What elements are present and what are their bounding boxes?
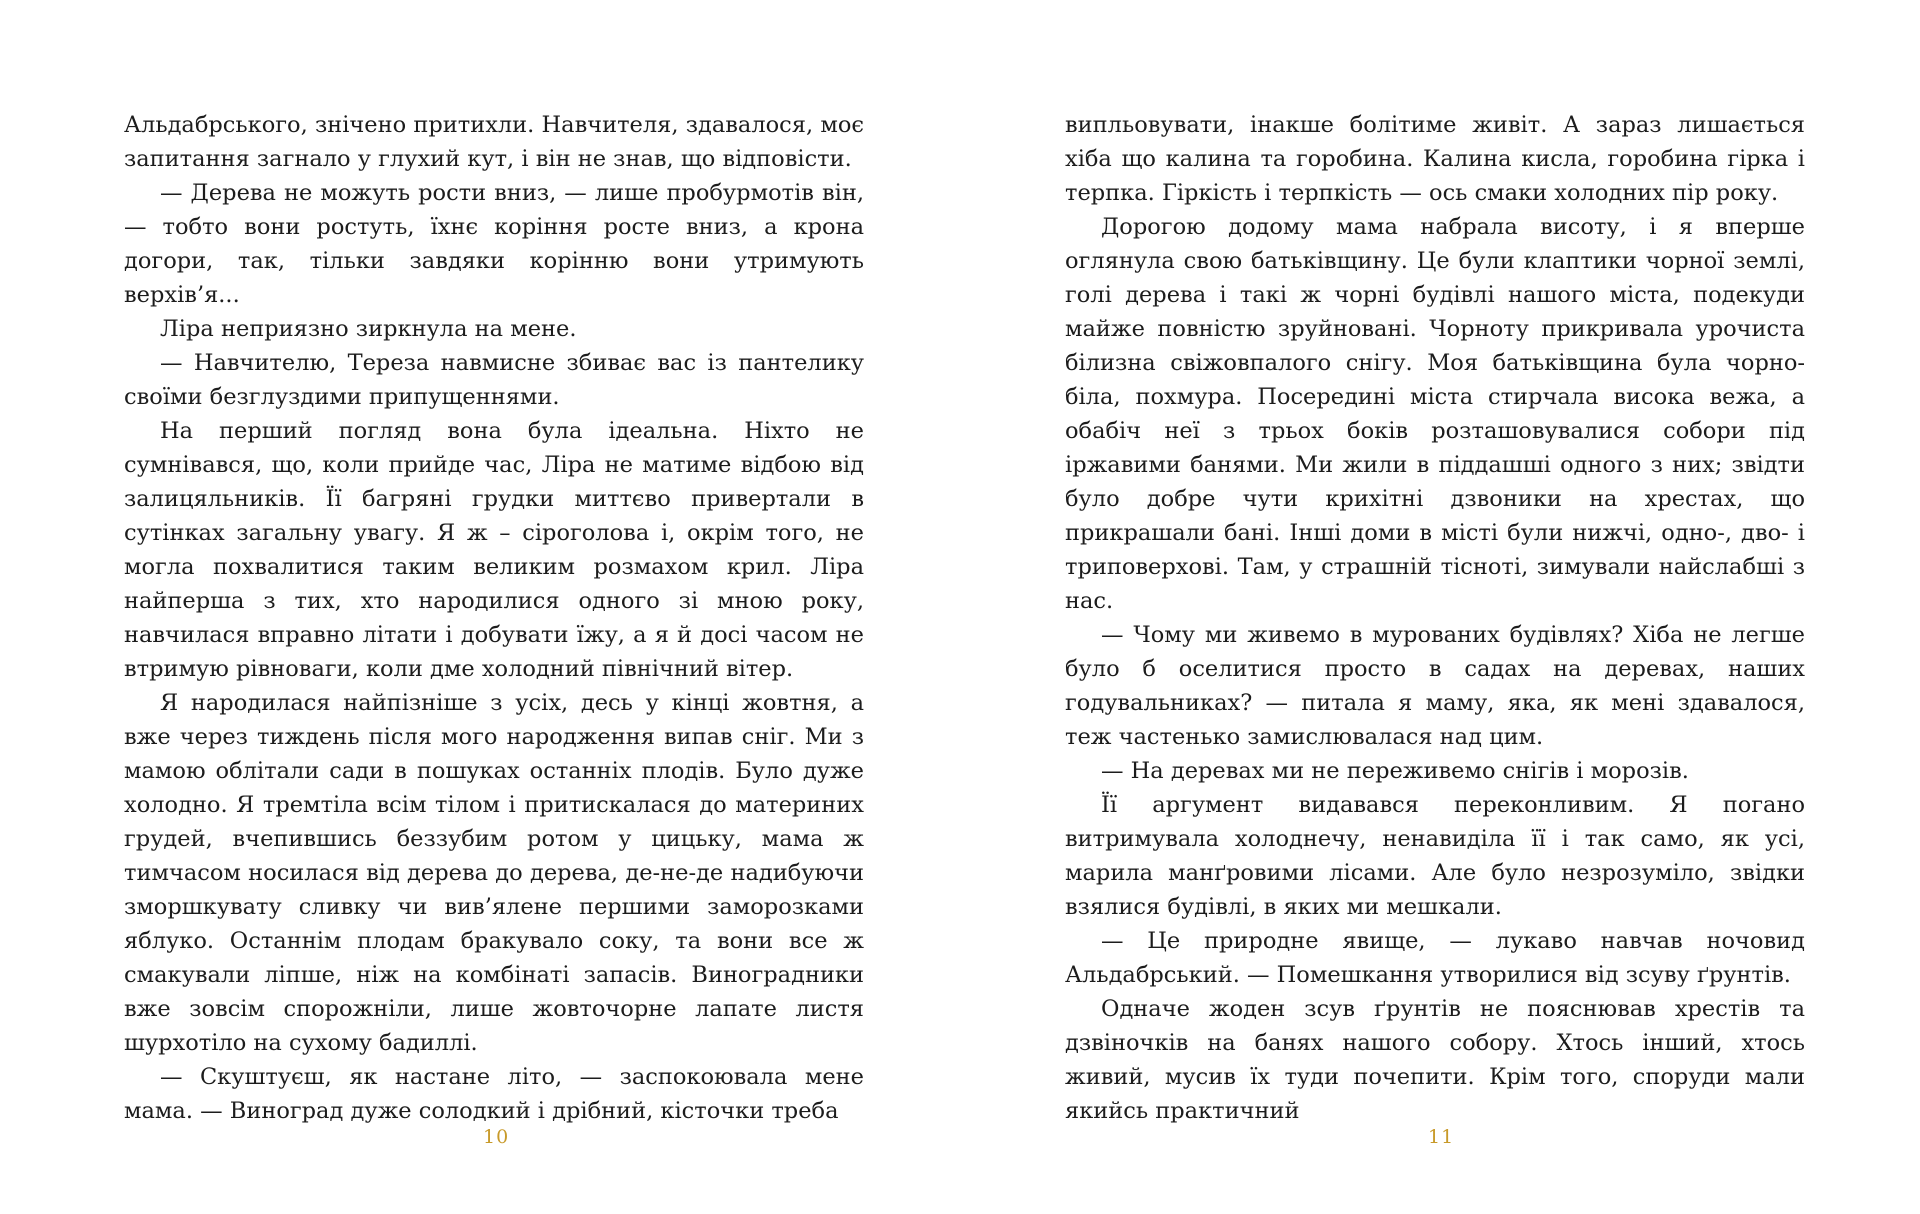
page-number-left: 10 bbox=[483, 1126, 510, 1148]
paragraph: Одначе жоден зсув ґрунтів не пояснював хрестів та дзвіночків на банях нашого собору. Хтось інший, хтось живий, мусив їх туди почепити. Крім того, споруди мали якийсь практичний bbox=[1065, 996, 1805, 1124]
right-page bbox=[1065, 108, 1805, 1128]
paragraph: На перший погляд вона була ідеальна. Ніхто не сумнівався, що, коли прийде час, Ліра не матиме відбою від залицяльників. Її багряні грудки миттєво привертали в сутінках загальну увагу. Я ж – сіроголова і, окрім того, не могла похвалитися таким великим розмахом крил. Ліра найперша з тих, хто народилися одного зі мною року, навчилася вправно літати і добувати їжу, а я й досі часом не втримую рівноваги, коли дме холодний північний вітер. bbox=[124, 418, 864, 682]
right-page-text bbox=[1065, 108, 1805, 1128]
left-page-text bbox=[124, 108, 864, 1128]
paragraph: Ліра неприязно зиркнула на мене. bbox=[160, 316, 577, 342]
paragraph: — Чому ми живемо в мурованих будівлях? Хіба не легше було б оселитися просто в садах на деревах, наших годувальниках? — питала я маму, яка, як мені здавалося, теж частенько замислювалася над цим. bbox=[1065, 622, 1805, 750]
paragraph: — Це природне явище, — лукаво навчав ночовид Альдабрський. — Помешкання утворилися від зсуву ґрунтів. bbox=[1065, 928, 1805, 988]
paragraph: Дорогою додому мама набрала висоту, і я вперше оглянула свою батьківщину. Це були клаптики чорної землі, голі дерева і такі ж чорні будівлі нашого міста, подекуди майже повністю зруйновані. Чорноту прикривала урочиста білизна свіжовпалого снігу. Моя батьківщина була чорно-біла, похмура. Посередині міста стирчала висока вежа, а обабіч неї з трьох боків розташовувалися собори під іржавими банями. Ми жили в піддашші одного з них; звідти було добре чути крихітні дзвоники на хрестах, що прикрашали бані. Інші доми в місті були нижчі, одно-, дво- і триповерхові. Там, у страшній тісноті, зимували найслабші з нас. bbox=[1065, 214, 1805, 614]
left-page bbox=[124, 108, 864, 1128]
paragraph: — Навчителю, Тереза навмисне збиває вас із пантелику своїми безглуздими припущеннями. bbox=[124, 350, 864, 410]
paragraph: — На деревах ми не переживемо снігів і морозів. bbox=[1101, 758, 1689, 784]
paragraph: — Скуштуєш, як настане літо, — заспокоювала мене мама. — Виноград дуже солодкий і дрібний, кісточки треба bbox=[124, 1064, 864, 1124]
page-number-right: 11 bbox=[1428, 1126, 1455, 1148]
paragraph: Її аргумент видавався переконливим. Я погано витримувала холоднечу, ненавиділа її і так само, як усі, марила манґровими лісами. Але було незрозуміло, звідки взялися будівлі, в яких ми мешкали. bbox=[1065, 792, 1805, 920]
paragraph: Альдабрського, знічено притихли. Навчителя, здавалося, моє запитання загнало у глухий кут, і він не знав, що відповісти. bbox=[124, 112, 864, 172]
paragraph: випльовувати, інакше болітиме живіт. А зараз лишається хіба що калина та горобина. Калина кисла, горобина гірка і терпка. Гіркість і терпкість — ось смаки холодних пір року. bbox=[1065, 112, 1805, 206]
paragraph: Я народилася найпізніше з усіх, десь у кінці жовтня, а вже через тиждень після мого народження випав сніг. Ми з мамою облітали сади в пошуках останніх плодів. Було дуже холодно. Я тремтіла всім тілом і притискалася до материних грудей, вчепившись беззубим ротом у цицьку, мама ж тимчасом носилася від дерева до дерева, де-не-де надибуючи зморшкувату сливку чи вив’ялене першими заморозками яблуко. Останнім плодам бракувало соку, та вони все ж смакували ліпше, ніж на комбінаті запасів. Виноградники вже зовсім спорожніли, лише жовточорне лапате листя шурхотіло на сухому бадиллі. bbox=[124, 690, 864, 1056]
paragraph: — Дерева не можуть рости вниз, — лише пробурмотів він, — тобто вони ростуть, їхнє коріння росте вниз, а крона догори, так, тільки завдяки корінню вони утримують верхів’я... bbox=[124, 180, 864, 308]
